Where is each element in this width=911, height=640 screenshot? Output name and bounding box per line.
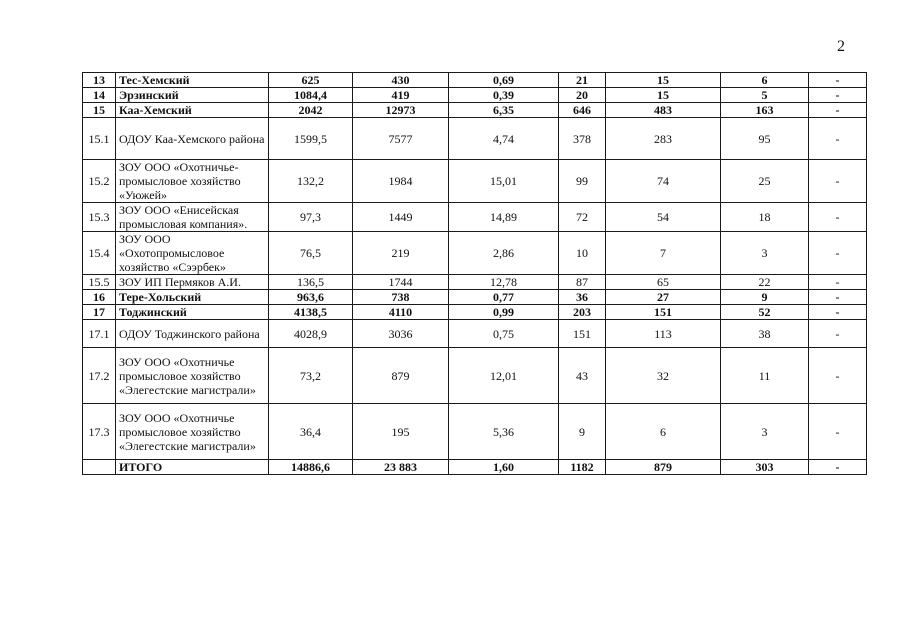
population-cell: 1449 xyxy=(353,203,449,232)
limit-cell: 87 xyxy=(559,275,606,290)
density-cell: 6,35 xyxy=(449,103,559,118)
area-size-cell: 1084,4 xyxy=(269,88,353,103)
extra-cell: - xyxy=(809,118,867,160)
area-name-cell: ЗОУ ООО «Охотничье-промысловое хозяйство «Уюжей» xyxy=(116,160,269,203)
adults-cell: 15 xyxy=(606,88,721,103)
density-cell: 12,01 xyxy=(449,348,559,404)
table-row xyxy=(83,73,867,88)
row-number-cell: 15.1 xyxy=(83,118,116,160)
young-cell: 163 xyxy=(721,103,809,118)
adults-cell: 879 xyxy=(606,460,721,475)
area-size-cell: 4028,9 xyxy=(269,320,353,348)
density-cell: 2,86 xyxy=(449,232,559,275)
density-cell: 0,39 xyxy=(449,88,559,103)
limit-cell: 1182 xyxy=(559,460,606,475)
total-row xyxy=(83,460,867,475)
young-cell: 303 xyxy=(721,460,809,475)
adults-cell: 15 xyxy=(606,73,721,88)
young-cell: 11 xyxy=(721,348,809,404)
area-size-cell: 625 xyxy=(269,73,353,88)
table-row xyxy=(83,404,867,460)
population-cell: 23 883 xyxy=(353,460,449,475)
density-cell: 0,75 xyxy=(449,320,559,348)
extra-cell: - xyxy=(809,290,867,305)
table-row xyxy=(83,232,867,275)
row-number-cell: 15.2 xyxy=(83,160,116,203)
extra-cell: - xyxy=(809,404,867,460)
density-cell: 4,74 xyxy=(449,118,559,160)
population-cell: 419 xyxy=(353,88,449,103)
limit-cell: 72 xyxy=(559,203,606,232)
population-cell: 430 xyxy=(353,73,449,88)
population-cell: 3036 xyxy=(353,320,449,348)
row-number-cell: 17.2 xyxy=(83,348,116,404)
area-size-cell: 136,5 xyxy=(269,275,353,290)
adults-cell: 32 xyxy=(606,348,721,404)
table-row xyxy=(83,290,867,305)
density-cell: 12,78 xyxy=(449,275,559,290)
limit-cell: 20 xyxy=(559,88,606,103)
area-size-cell: 73,2 xyxy=(269,348,353,404)
area-name-cell: ЗОУ ООО «Енисейская промысловая компания». xyxy=(116,203,269,232)
extra-cell: - xyxy=(809,160,867,203)
adults-cell: 74 xyxy=(606,160,721,203)
limit-cell: 9 xyxy=(559,404,606,460)
population-cell: 7577 xyxy=(353,118,449,160)
young-cell: 38 xyxy=(721,320,809,348)
extra-cell: - xyxy=(809,305,867,320)
row-number-cell: 17.1 xyxy=(83,320,116,348)
area-size-cell: 4138,5 xyxy=(269,305,353,320)
young-cell: 52 xyxy=(721,305,809,320)
row-number-cell: 15.4 xyxy=(83,232,116,275)
young-cell: 18 xyxy=(721,203,809,232)
young-cell: 95 xyxy=(721,118,809,160)
extra-cell: - xyxy=(809,348,867,404)
table-row xyxy=(83,103,867,118)
young-cell: 3 xyxy=(721,232,809,275)
table-row xyxy=(83,160,867,203)
adults-cell: 6 xyxy=(606,404,721,460)
density-cell: 5,36 xyxy=(449,404,559,460)
table-body xyxy=(83,73,867,475)
limit-cell: 10 xyxy=(559,232,606,275)
density-cell: 15,01 xyxy=(449,160,559,203)
table-row xyxy=(83,88,867,103)
adults-cell: 27 xyxy=(606,290,721,305)
extra-cell: - xyxy=(809,103,867,118)
population-cell: 12973 xyxy=(353,103,449,118)
page-number: 2 xyxy=(837,38,845,55)
density-cell: 0,77 xyxy=(449,290,559,305)
area-name-cell: ОДОУ Каа-Хемского района xyxy=(116,118,269,160)
row-number-cell: 15.3 xyxy=(83,203,116,232)
area-name-cell: Тес-Хемский xyxy=(116,73,269,88)
area-size-cell: 2042 xyxy=(269,103,353,118)
area-size-cell: 97,3 xyxy=(269,203,353,232)
young-cell: 22 xyxy=(721,275,809,290)
young-cell: 25 xyxy=(721,160,809,203)
extra-cell: - xyxy=(809,232,867,275)
limit-cell: 36 xyxy=(559,290,606,305)
area-size-cell: 14886,6 xyxy=(269,460,353,475)
area-size-cell: 36,4 xyxy=(269,404,353,460)
population-cell: 1744 xyxy=(353,275,449,290)
limit-cell: 151 xyxy=(559,320,606,348)
row-number-cell xyxy=(83,460,116,475)
adults-cell: 283 xyxy=(606,118,721,160)
population-cell: 1984 xyxy=(353,160,449,203)
extra-cell: - xyxy=(809,73,867,88)
row-number-cell: 16 xyxy=(83,290,116,305)
table-row xyxy=(83,305,867,320)
extra-cell: - xyxy=(809,203,867,232)
area-name-cell: Тоджинский xyxy=(116,305,269,320)
table-row xyxy=(83,348,867,404)
population-cell: 879 xyxy=(353,348,449,404)
population-cell: 4110 xyxy=(353,305,449,320)
row-number-cell: 13 xyxy=(83,73,116,88)
young-cell: 3 xyxy=(721,404,809,460)
population-cell: 738 xyxy=(353,290,449,305)
area-size-cell: 963,6 xyxy=(269,290,353,305)
limit-cell: 21 xyxy=(559,73,606,88)
young-cell: 5 xyxy=(721,88,809,103)
limit-cell: 43 xyxy=(559,348,606,404)
area-name-cell: Каа-Хемский xyxy=(116,103,269,118)
table-row xyxy=(83,320,867,348)
area-name-cell: ЗОУ ООО «Охотничье промысловое хозяйство «Элегестские магистрали» xyxy=(116,348,269,404)
extra-cell: - xyxy=(809,88,867,103)
area-name-cell: ЗОУ ИП Пермяков А.И. xyxy=(116,275,269,290)
adults-cell: 65 xyxy=(606,275,721,290)
density-cell: 1,60 xyxy=(449,460,559,475)
extra-cell: - xyxy=(809,460,867,475)
area-name-cell: Эрзинский xyxy=(116,88,269,103)
row-number-cell: 14 xyxy=(83,88,116,103)
table-row xyxy=(83,118,867,160)
row-number-cell: 17.3 xyxy=(83,404,116,460)
adults-cell: 54 xyxy=(606,203,721,232)
adults-cell: 113 xyxy=(606,320,721,348)
row-number-cell: 15 xyxy=(83,103,116,118)
extra-cell: - xyxy=(809,320,867,348)
area-size-cell: 132,2 xyxy=(269,160,353,203)
adults-cell: 7 xyxy=(606,232,721,275)
density-cell: 14,89 xyxy=(449,203,559,232)
density-cell: 0,99 xyxy=(449,305,559,320)
hunting-limits-table xyxy=(82,72,867,475)
row-number-cell: 15.5 xyxy=(83,275,116,290)
population-cell: 195 xyxy=(353,404,449,460)
limit-cell: 203 xyxy=(559,305,606,320)
extra-cell: - xyxy=(809,275,867,290)
area-size-cell: 76,5 xyxy=(269,232,353,275)
population-cell: 219 xyxy=(353,232,449,275)
limit-cell: 99 xyxy=(559,160,606,203)
area-name-cell: ЗОУ ООО «Охотопромысловое хозяйство «Сээрбек» xyxy=(116,232,269,275)
limit-cell: 378 xyxy=(559,118,606,160)
table-row xyxy=(83,275,867,290)
area-name-cell: ЗОУ ООО «Охотничье промысловое хозяйство «Элегестские магистрали» xyxy=(116,404,269,460)
area-name-cell: ОДОУ Тоджинского района xyxy=(116,320,269,348)
area-name-cell: ИТОГО xyxy=(116,460,269,475)
table-row xyxy=(83,203,867,232)
young-cell: 9 xyxy=(721,290,809,305)
row-number-cell: 17 xyxy=(83,305,116,320)
area-name-cell: Тере-Хольский xyxy=(116,290,269,305)
adults-cell: 151 xyxy=(606,305,721,320)
adults-cell: 483 xyxy=(606,103,721,118)
density-cell: 0,69 xyxy=(449,73,559,88)
limit-cell: 646 xyxy=(559,103,606,118)
area-size-cell: 1599,5 xyxy=(269,118,353,160)
young-cell: 6 xyxy=(721,73,809,88)
